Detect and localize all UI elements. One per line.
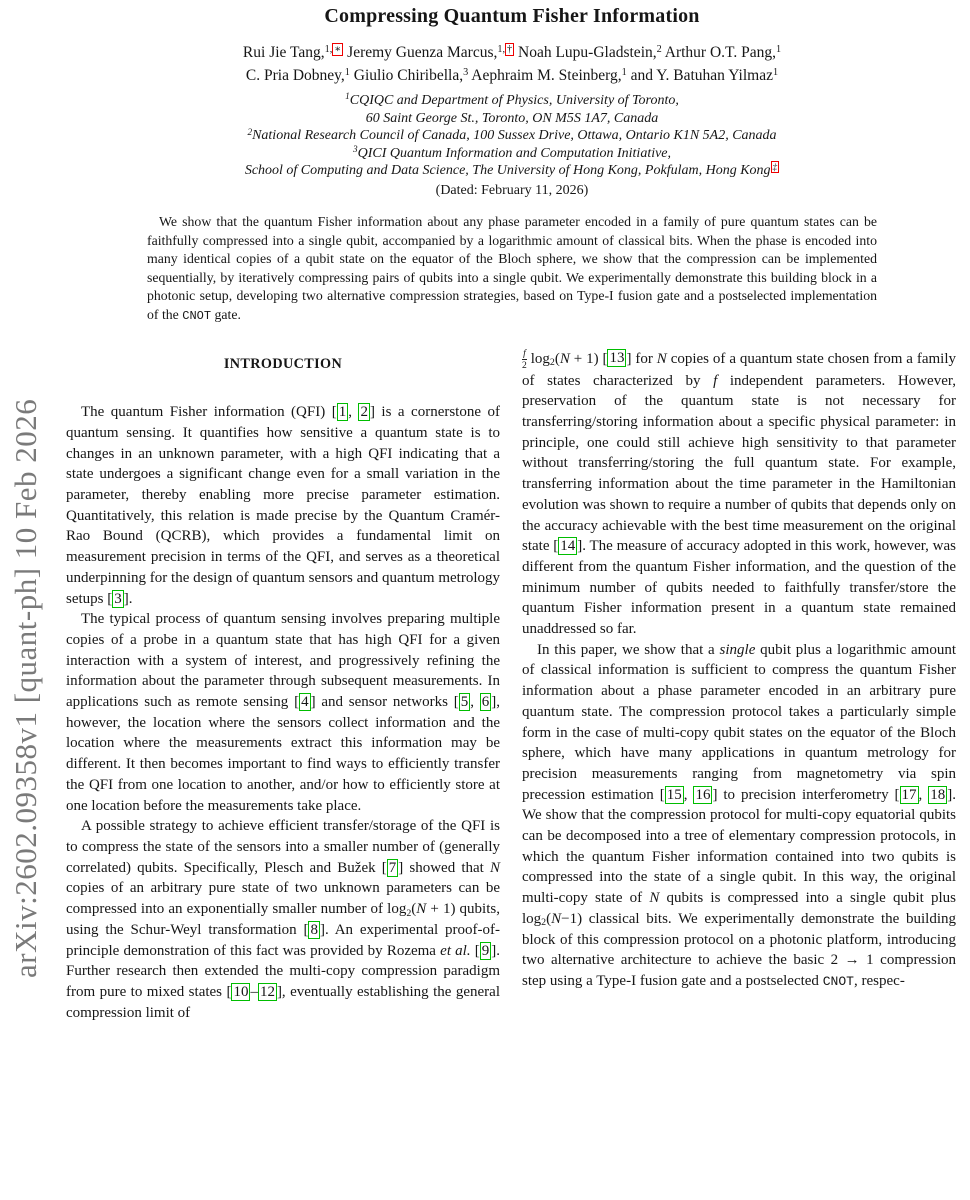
footnote-link[interactable]: ‡ (772, 161, 778, 172)
citation-link[interactable]: 13 (609, 350, 625, 367)
superscript: 2 (247, 126, 253, 137)
citation-link[interactable]: 5 (460, 694, 469, 711)
affiliation-line: $^2$National Research Council of Canada, 100 Sussex Drive, Ottawa, Ontario K1N 5A2, Canada (247, 126, 777, 144)
paragraph: The typical process of quantum sensing involves preparing multiple copies of a probe in a quantum state that has high QFI for a given interaction with a system of interest, and progressively refining the information about the parameter through subsequent measurements. In applications such as remote sensing [ 4 ] and sensor networks [ 5 , 6 ], however, the location where the sensors collect information and the location where the measurements extract this information may be different. It then becomes important to find ways to efficiently transfer the QFI from one location to another, and/or how to efficiently store at one location before the measurements take place. (66, 611, 501, 814)
superscript: 1 (621, 66, 627, 78)
citation-link[interactable]: 16 (695, 786, 711, 803)
section-heading-introduction: INTRODUCTION (223, 355, 343, 372)
paragraph: A possible strategy to achieve efficient transfer/storage of the QFI is to compress the state of the sensors into a smaller number of (generally correlated) qubits. Specifically, Plesch and Bužek [ 7 ] showed that N copies of an arbitrary pure state of two unknown parameters can be compressed into an exponentially smaller number of log2(N + 1) qubits, using the Schur-Weyl transformation [ 8 ]. An experimental proof-of-principle demonstration of this fact was provided by Rozema et al. [ 9 ]. Further research then extended the multi-copy compression paradigm from pure to mixed states [ 10 – 12 ], eventually establishing the general compression limit of (66, 818, 501, 1021)
citation-link[interactable]: 7 (388, 859, 397, 876)
author-line: Rui Jie Tang,$^{1,}$ ∗ Jeremy Guenza Marcus,$^{1,}$ † Noah Lupu-Gladstein,$^2$ Arthur O.T. Pang,$^1$ (242, 43, 782, 61)
left-column (66, 348, 500, 1024)
citation-link[interactable]: 10 (233, 983, 249, 1000)
citation-link[interactable]: 2 (360, 404, 368, 421)
paragraph: $\frac{f}{2}$ log2(N + 1) [ 13 ] for N copies of a quantum state chosen from a family of states characterized by f independent parameters. However, preservation of the quantum state is not necessary for transferring/storing information about a specific physical parameter: in principle, one could still achieve high sensitivity to that parameter without transferring/storing the full quantum state. For example, transferring information about the time parameter in the Hamiltonian evolution was shown to require a number of qubits that depends only on the accuracy achievable with the best time measurement on the original state [ 14 ]. The measure of accuracy adopted in this work, however, was different from the quantum Fisher information, and the question of the minimum number of qubits needed to faithfully transfer/store the quantum Fisher information present in a quantum state remained unaddressed so far. (522, 347, 956, 638)
italic-text: N (559, 350, 570, 367)
italic-text: N (656, 350, 667, 367)
author-block (66, 41, 958, 87)
citation-link[interactable]: 6 (481, 694, 490, 711)
superscript: 2 (656, 43, 662, 55)
citation-link[interactable]: 14 (560, 538, 576, 555)
subscript: 2 (541, 917, 547, 929)
affiliation-line: $^1$CQIQC and Department of Physics, University of Toronto, (345, 91, 679, 108)
citation-link[interactable]: 4 (301, 694, 309, 711)
superscript: 1 (772, 66, 779, 78)
date-line: (Dated: February 11, 2026) (435, 182, 589, 198)
footnote-link[interactable]: † (507, 43, 513, 55)
affiliation-line: School of Computing and Data Science, The University of Hong Kong, Pokfulam, Hong Kong ‡ (244, 161, 778, 179)
citation-link[interactable]: 15 (666, 786, 682, 803)
abstract: We show that the quantum Fisher information about any phase parameter encoded in a family of pure quantum states can be faithfully compressed into a single qubit, accompanied by a logarithmic amount of classical bits. When the phase is encoded into many identical copies of a qubit state on the equator of the Bloch sphere, we show that the compression can be implemented sequentially, by iteratively compressing pairs of qubits into a single qubit. We experimentally demonstrate this building block in a photonic setup, developing two alternative compression strategies, based on Type-I fusion gate and a postselected implementation of the CNOT gate. (147, 213, 877, 323)
affiliation-block (66, 92, 958, 180)
italic-text: N (649, 890, 660, 907)
citation-link[interactable]: 12 (259, 983, 275, 1000)
monospace-text: CNOT (822, 973, 855, 989)
superscript: 1, (324, 43, 333, 55)
italic-text: f (713, 372, 718, 389)
italic-text: N (551, 910, 562, 927)
paragraph: In this paper, we show that a single qubit plus a logarithmic amount of classical information is sufficient to compress the quantum Fisher information about a phase parameter encoded in an arbitrary pure quantum state. The compression protocol takes a particularly simple form in the case of multi-copy qubit states on the equator of the Bloch sphere, which have many applications in quantum metrology for precision measurements ranging from magnetometry via spin precession estimation [ 15 , 16 ] to precision interferometry [ 17 , 18 ]. We show that the compression protocol for multi-copy equatorial qubits can be decomposed into a tree of elementary compression protocols, in which the quantum Fisher information contained into two qubits is compressed into the state of a single qubit. In this way, the original multi-copy state of N qubits is compressed into a single qubit plus log2(N−1) classical bits. We experimentally demonstrate the building block of this compression protocol on a photonic platform, introducing two alternative architecture to achieve the basic 2 → 1 compression step using a Type-I fusion gate and a postselected CNOT, respec- (522, 641, 957, 989)
inline-fraction: $\frac{f}{2}$ (522, 347, 527, 371)
left-column-paragraphs (66, 402, 500, 1023)
italic-text: N (489, 859, 500, 876)
citation-link[interactable]: 18 (930, 786, 946, 803)
superscript: 1 (344, 66, 350, 78)
arxiv-watermark: arXiv:2602.09358v1 [quant-ph] 10 Feb 2026 (8, 398, 43, 978)
superscript: 3 (352, 144, 358, 155)
italic-text: et al. (440, 942, 471, 959)
italic-text: single (719, 641, 756, 658)
paper-content (66, 0, 958, 1023)
monospace-text: CNOT (182, 308, 212, 323)
citation-link[interactable]: 1 (338, 404, 347, 421)
italic-text: N (416, 901, 427, 918)
superscript: 3 (463, 66, 469, 78)
subscript: 2 (549, 356, 555, 368)
paragraph: The quantum Fisher information (QFI) [ 1 , 2 ] is a cornerstone of quantum sensing. It quantifies how sensitive a quantum state is to changes in an unknown parameter, with a high QFI indicating that a state undergoes a significant change even for a small variation in the parameter, thereby enabling more precise parameter estimation. Quantitatively, this relation is made precise by the Quantum Cramér-Rao Bound (QCRB), which provides a fundamental limit on measurement precision in terms of the QFI, and serves as a theoretical underpinning for the design of quantum sensors and quantum metrology setups [ 3 ]. (66, 404, 500, 607)
affiliation-line: 60 Saint George St., Toronto, ON M5S 1A7, Canada (365, 110, 659, 126)
right-column-paragraphs (522, 348, 956, 993)
citation-link[interactable]: 8 (310, 921, 318, 938)
affiliation-line: $^3$QICI Quantum Information and Computation Initiative, (352, 144, 672, 161)
citation-link[interactable]: 3 (114, 590, 122, 607)
superscript: 1 (775, 43, 782, 55)
subscript: 2 (406, 907, 412, 919)
superscript: 1, (497, 43, 506, 55)
right-column (522, 348, 956, 1024)
citation-link[interactable]: 17 (901, 786, 917, 803)
citation-link[interactable]: 9 (481, 942, 490, 959)
author-line: C. Pria Dobney,$^1$ Giulio Chiribella,$^3$ Aephraim M. Steinberg,$^1$ and Y. Batuhan Yilmaz$^1$ (245, 66, 779, 84)
two-column-body (66, 348, 958, 1024)
footnote-link[interactable]: ∗ (334, 43, 342, 55)
paper-title: Compressing Quantum Fisher Information (324, 5, 700, 27)
superscript: 1 (345, 91, 350, 102)
